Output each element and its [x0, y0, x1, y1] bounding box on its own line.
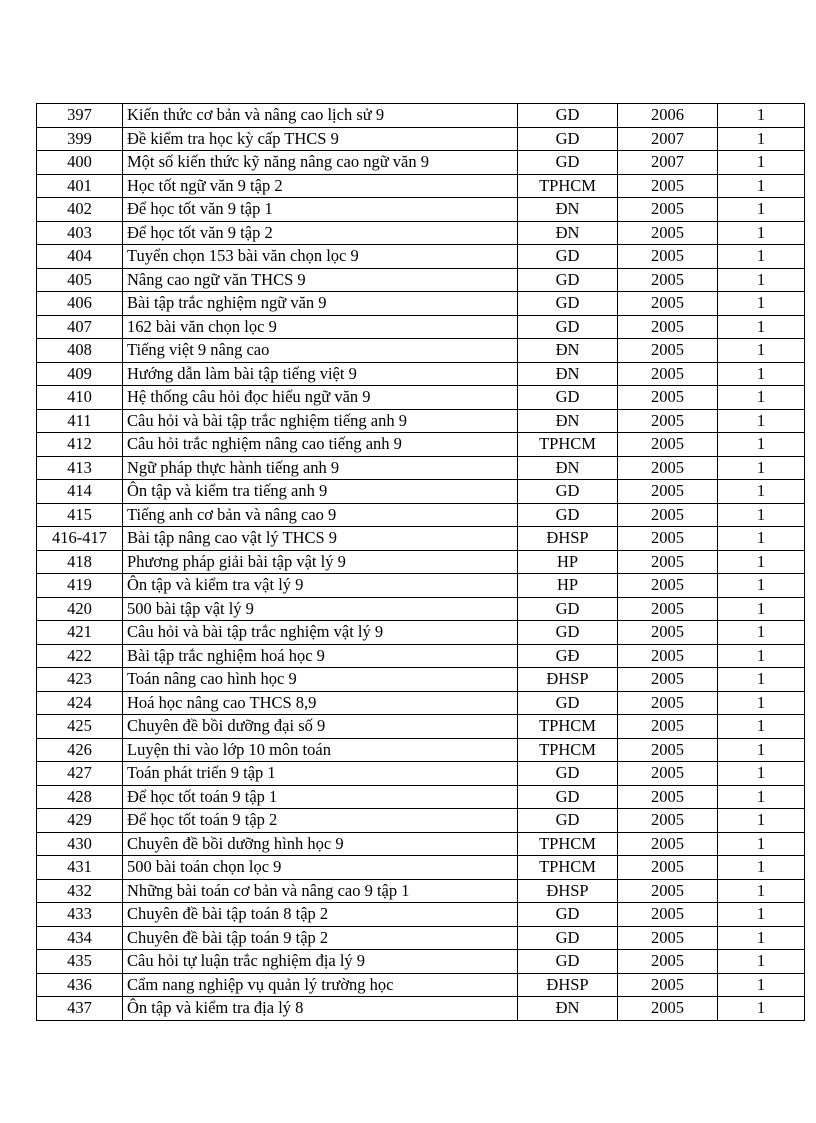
cell-quantity: 1	[718, 762, 805, 786]
table-row	[37, 315, 805, 339]
cell-publisher: ĐN	[518, 198, 618, 222]
cell-publisher: GD	[518, 104, 618, 128]
cell-quantity: 1	[718, 362, 805, 386]
cell-year: 2005	[618, 738, 718, 762]
table-row	[37, 198, 805, 222]
cell-year: 2006	[618, 104, 718, 128]
cell-year: 2007	[618, 127, 718, 151]
cell-title: 162 bài văn chọn lọc 9	[123, 315, 518, 339]
table-row	[37, 480, 805, 504]
cell-number: 429	[37, 809, 123, 833]
cell-quantity: 1	[718, 597, 805, 621]
cell-year: 2005	[618, 832, 718, 856]
cell-number: 421	[37, 621, 123, 645]
table-row	[37, 574, 805, 598]
cell-number: 427	[37, 762, 123, 786]
cell-quantity: 1	[718, 480, 805, 504]
cell-publisher: GD	[518, 691, 618, 715]
table-row	[37, 503, 805, 527]
cell-quantity: 1	[718, 973, 805, 997]
cell-title: Câu hỏi trắc nghiệm nâng cao tiếng anh 9	[123, 433, 518, 457]
cell-quantity: 1	[718, 903, 805, 927]
cell-year: 2005	[618, 879, 718, 903]
cell-number: 423	[37, 668, 123, 692]
cell-publisher: GĐ	[518, 644, 618, 668]
cell-quantity: 1	[718, 691, 805, 715]
cell-year: 2005	[618, 950, 718, 974]
cell-title: Câu hỏi và bài tập trắc nghiệm vật lý 9	[123, 621, 518, 645]
cell-publisher: TPHCM	[518, 856, 618, 880]
table-row	[37, 832, 805, 856]
table-row	[37, 997, 805, 1021]
cell-number: 432	[37, 879, 123, 903]
cell-quantity: 1	[718, 221, 805, 245]
cell-title: Để học tốt toán 9 tập 2	[123, 809, 518, 833]
table-row	[37, 433, 805, 457]
cell-publisher: ĐN	[518, 456, 618, 480]
cell-publisher: ĐN	[518, 362, 618, 386]
cell-year: 2005	[618, 785, 718, 809]
cell-quantity: 1	[718, 433, 805, 457]
cell-year: 2005	[618, 268, 718, 292]
cell-year: 2005	[618, 926, 718, 950]
cell-title: Tiếng việt 9 nâng cao	[123, 339, 518, 363]
cell-year: 2005	[618, 480, 718, 504]
cell-year: 2005	[618, 644, 718, 668]
cell-number: 428	[37, 785, 123, 809]
table-row	[37, 550, 805, 574]
cell-publisher: GD	[518, 785, 618, 809]
cell-year: 2005	[618, 198, 718, 222]
cell-title: 500 bài tập vật lý 9	[123, 597, 518, 621]
cell-publisher: ĐHSP	[518, 668, 618, 692]
cell-quantity: 1	[718, 809, 805, 833]
cell-number: 413	[37, 456, 123, 480]
cell-title: Để học tốt văn 9 tập 1	[123, 198, 518, 222]
cell-number: 414	[37, 480, 123, 504]
cell-quantity: 1	[718, 198, 805, 222]
table-row	[37, 527, 805, 551]
cell-year: 2005	[618, 997, 718, 1021]
table-row	[37, 621, 805, 645]
cell-publisher: GD	[518, 503, 618, 527]
cell-number: 412	[37, 433, 123, 457]
cell-publisher: GD	[518, 950, 618, 974]
cell-publisher: GD	[518, 151, 618, 175]
cell-title: Câu hỏi và bài tập trắc nghiệm tiếng anh 9	[123, 409, 518, 433]
cell-year: 2005	[618, 386, 718, 410]
cell-number: 434	[37, 926, 123, 950]
table-row	[37, 738, 805, 762]
cell-title: Ngữ pháp thực hành tiếng anh 9	[123, 456, 518, 480]
cell-publisher: GD	[518, 762, 618, 786]
cell-number: 424	[37, 691, 123, 715]
table-row	[37, 174, 805, 198]
cell-number: 436	[37, 973, 123, 997]
table-row	[37, 926, 805, 950]
table-row	[37, 386, 805, 410]
cell-quantity: 1	[718, 715, 805, 739]
cell-quantity: 1	[718, 621, 805, 645]
cell-quantity: 1	[718, 127, 805, 151]
cell-quantity: 1	[718, 292, 805, 316]
cell-quantity: 1	[718, 174, 805, 198]
table-row	[37, 127, 805, 151]
table-row	[37, 715, 805, 739]
cell-publisher: GD	[518, 315, 618, 339]
cell-year: 2005	[618, 245, 718, 269]
cell-publisher: GD	[518, 597, 618, 621]
cell-year: 2005	[618, 973, 718, 997]
cell-title: Chuyên đề bài tập toán 9 tập 2	[123, 926, 518, 950]
table-row	[37, 409, 805, 433]
cell-publisher: GD	[518, 621, 618, 645]
cell-quantity: 1	[718, 456, 805, 480]
cell-title: Cẩm nang nghiệp vụ quản lý trường học	[123, 973, 518, 997]
cell-publisher: GD	[518, 268, 618, 292]
table-row	[37, 785, 805, 809]
cell-quantity: 1	[718, 950, 805, 974]
cell-year: 2005	[618, 762, 718, 786]
cell-quantity: 1	[718, 856, 805, 880]
cell-title: Ôn tập và kiểm tra vật lý 9	[123, 574, 518, 598]
cell-number: 409	[37, 362, 123, 386]
table-row	[37, 456, 805, 480]
cell-title: Những bài toán cơ bản và nâng cao 9 tập 1	[123, 879, 518, 903]
cell-number: 399	[37, 127, 123, 151]
cell-title: Hướng dẫn làm bài tập tiếng việt 9	[123, 362, 518, 386]
cell-publisher: TPHCM	[518, 433, 618, 457]
cell-title: Đề kiểm tra học kỳ cấp THCS 9	[123, 127, 518, 151]
table-row	[37, 903, 805, 927]
cell-publisher: ĐHSP	[518, 973, 618, 997]
cell-year: 2005	[618, 221, 718, 245]
cell-title: Ôn tập và kiểm tra tiếng anh 9	[123, 480, 518, 504]
table-row	[37, 597, 805, 621]
cell-year: 2005	[618, 433, 718, 457]
cell-title: Chuyên đề bài tập toán 8 tập 2	[123, 903, 518, 927]
cell-number: 410	[37, 386, 123, 410]
cell-quantity: 1	[718, 104, 805, 128]
cell-publisher: TPHCM	[518, 832, 618, 856]
table-row	[37, 762, 805, 786]
cell-quantity: 1	[718, 527, 805, 551]
table-row	[37, 151, 805, 175]
cell-number: 408	[37, 339, 123, 363]
cell-number: 405	[37, 268, 123, 292]
cell-number: 425	[37, 715, 123, 739]
cell-number: 407	[37, 315, 123, 339]
cell-publisher: GD	[518, 386, 618, 410]
cell-year: 2005	[618, 856, 718, 880]
cell-year: 2005	[618, 691, 718, 715]
cell-publisher: GD	[518, 127, 618, 151]
cell-publisher: GD	[518, 809, 618, 833]
cell-quantity: 1	[718, 339, 805, 363]
cell-number: 437	[37, 997, 123, 1021]
cell-title: Học tốt ngữ văn 9 tập 2	[123, 174, 518, 198]
cell-publisher: ĐHSP	[518, 527, 618, 551]
cell-title: Để học tốt văn 9 tập 2	[123, 221, 518, 245]
cell-title: Tiếng anh cơ bản và nâng cao 9	[123, 503, 518, 527]
book-list-table	[36, 103, 805, 1021]
cell-title: Chuyên đề bồi dưỡng đại số 9	[123, 715, 518, 739]
cell-title: Toán nâng cao hình học 9	[123, 668, 518, 692]
cell-publisher: GD	[518, 245, 618, 269]
cell-number: 419	[37, 574, 123, 598]
cell-title: Chuyên đề bồi dưỡng hình học 9	[123, 832, 518, 856]
cell-number: 416-417	[37, 527, 123, 551]
cell-publisher: ĐN	[518, 997, 618, 1021]
cell-publisher: TPHCM	[518, 715, 618, 739]
cell-publisher: ĐN	[518, 409, 618, 433]
cell-publisher: ĐN	[518, 221, 618, 245]
cell-title: Tuyển chọn 153 bài văn chọn lọc 9	[123, 245, 518, 269]
table-row	[37, 339, 805, 363]
cell-publisher: GD	[518, 292, 618, 316]
cell-title: Nâng cao ngữ văn THCS 9	[123, 268, 518, 292]
cell-title: Ôn tập và kiểm tra địa lý 8	[123, 997, 518, 1021]
cell-year: 2005	[618, 409, 718, 433]
cell-year: 2005	[618, 715, 718, 739]
cell-year: 2005	[618, 339, 718, 363]
table-row	[37, 950, 805, 974]
cell-quantity: 1	[718, 550, 805, 574]
cell-quantity: 1	[718, 409, 805, 433]
table-row	[37, 809, 805, 833]
cell-title: 500 bài toán chọn lọc 9	[123, 856, 518, 880]
cell-quantity: 1	[718, 926, 805, 950]
cell-quantity: 1	[718, 997, 805, 1021]
cell-title: Phương pháp giải bài tập vật lý 9	[123, 550, 518, 574]
cell-number: 433	[37, 903, 123, 927]
cell-title: Bài tập trắc nghiệm hoá học 9	[123, 644, 518, 668]
cell-publisher: GD	[518, 480, 618, 504]
table-row	[37, 691, 805, 715]
cell-quantity: 1	[718, 644, 805, 668]
cell-publisher: GD	[518, 903, 618, 927]
table-row	[37, 221, 805, 245]
cell-publisher: ĐN	[518, 339, 618, 363]
cell-title: Để học tốt toán 9 tập 1	[123, 785, 518, 809]
cell-year: 2005	[618, 668, 718, 692]
cell-quantity: 1	[718, 738, 805, 762]
cell-title: Bài tập trắc nghiệm ngữ văn 9	[123, 292, 518, 316]
cell-title: Kiến thức cơ bản và nâng cao lịch sử 9	[123, 104, 518, 128]
table-row	[37, 104, 805, 128]
cell-year: 2005	[618, 174, 718, 198]
cell-number: 411	[37, 409, 123, 433]
cell-quantity: 1	[718, 668, 805, 692]
cell-year: 2005	[618, 362, 718, 386]
cell-quantity: 1	[718, 574, 805, 598]
cell-year: 2005	[618, 456, 718, 480]
table-row	[37, 668, 805, 692]
cell-number: 430	[37, 832, 123, 856]
cell-year: 2005	[618, 903, 718, 927]
cell-year: 2007	[618, 151, 718, 175]
cell-quantity: 1	[718, 386, 805, 410]
cell-publisher: HP	[518, 574, 618, 598]
cell-publisher: TPHCM	[518, 174, 618, 198]
cell-quantity: 1	[718, 503, 805, 527]
table-row	[37, 362, 805, 386]
cell-quantity: 1	[718, 315, 805, 339]
cell-year: 2005	[618, 597, 718, 621]
table-row	[37, 292, 805, 316]
cell-quantity: 1	[718, 785, 805, 809]
table-row	[37, 856, 805, 880]
table-row	[37, 245, 805, 269]
cell-publisher: TPHCM	[518, 738, 618, 762]
cell-publisher: ĐHSP	[518, 879, 618, 903]
cell-number: 418	[37, 550, 123, 574]
cell-quantity: 1	[718, 879, 805, 903]
cell-title: Bài tập nâng cao vật lý THCS 9	[123, 527, 518, 551]
table-row	[37, 879, 805, 903]
cell-title: Một số kiến thức kỹ năng nâng cao ngữ văn 9	[123, 151, 518, 175]
cell-title: Hệ thống câu hỏi đọc hiểu ngữ văn 9	[123, 386, 518, 410]
cell-year: 2005	[618, 503, 718, 527]
cell-number: 426	[37, 738, 123, 762]
cell-number: 400	[37, 151, 123, 175]
cell-quantity: 1	[718, 832, 805, 856]
cell-number: 435	[37, 950, 123, 974]
table-body	[37, 104, 805, 1021]
cell-number: 402	[37, 198, 123, 222]
cell-year: 2005	[618, 550, 718, 574]
cell-number: 431	[37, 856, 123, 880]
cell-title: Toán phát triển 9 tập 1	[123, 762, 518, 786]
cell-publisher: GD	[518, 926, 618, 950]
cell-number: 397	[37, 104, 123, 128]
cell-publisher: HP	[518, 550, 618, 574]
cell-year: 2005	[618, 527, 718, 551]
cell-number: 420	[37, 597, 123, 621]
cell-title: Hoá học nâng cao THCS 8,9	[123, 691, 518, 715]
cell-title: Câu hỏi tự luận trắc nghiệm địa lý 9	[123, 950, 518, 974]
cell-quantity: 1	[718, 268, 805, 292]
cell-number: 404	[37, 245, 123, 269]
cell-quantity: 1	[718, 245, 805, 269]
cell-title: Luyện thi vào lớp 10 môn toán	[123, 738, 518, 762]
cell-year: 2005	[618, 809, 718, 833]
cell-year: 2005	[618, 292, 718, 316]
table-row	[37, 644, 805, 668]
cell-year: 2005	[618, 621, 718, 645]
cell-year: 2005	[618, 315, 718, 339]
cell-number: 403	[37, 221, 123, 245]
cell-number: 406	[37, 292, 123, 316]
table-row	[37, 268, 805, 292]
cell-number: 415	[37, 503, 123, 527]
cell-year: 2005	[618, 574, 718, 598]
cell-quantity: 1	[718, 151, 805, 175]
cell-number: 401	[37, 174, 123, 198]
table-row	[37, 973, 805, 997]
cell-number: 422	[37, 644, 123, 668]
